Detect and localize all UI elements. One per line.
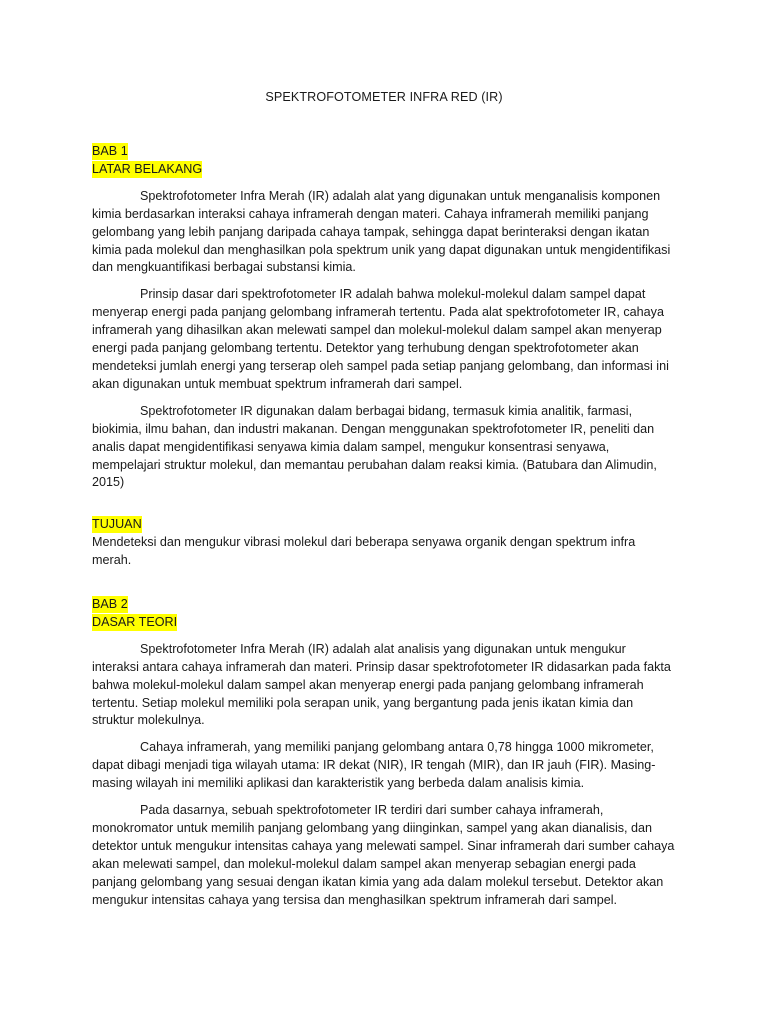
bab2-paragraph: Cahaya inframerah, yang memiliki panjang gelombang antara 0,78 hingga 1000 mikrometer, dapat dibagi menjadi tiga wilayah utama: IR dekat (NIR), IR tengah (MIR), dan IR jauh (FIR). Masing-masing wilayah ini memiliki aplikasi dan karakteristik yang berbeda dalam analisis kimia. [92,740,656,791]
tujuan-heading: TUJUAN [92,517,142,531]
bab1-paragraph: Spektrofotometer IR digunakan dalam berbagai bidang, termasuk kimia analitik, farmasi, biokimia, ilmu bahan, dan industri makanan. Dengan menggunakan spektrofotometer IR, peneliti dan analis dapat mengidentifikasi senyawa kimia dalam sampel, mengukur konsentrasi senyawa, mempelajari struktur molekul, dan memantau perubahan dalam reaksi kimia. (Batubara dan Alimudin, 2015) [92,403,657,490]
bab2-section [92,596,676,919]
bab1-paragraph: Prinsip dasar dari spektrofotometer IR adalah bahwa molekul-molekul dalam sampel dapat menyerap energi pada panjang gelombang inframerah tertentu. Pada alat spektrofotometer IR, cahaya inframerah yang dihasilkan akan melewati sampel dan molekul-molekul dalam sampel akan menyerap energi pada panjang gelombang tertentu. Detektor yang terhubung dengan spektrofotometer akan mendeteksi jumlah energi yang terserap oleh sampel pada setiap panjang gelombang, dan informasi ini akan digunakan untuk membuat spektrum inframerah dari sampel. [92,287,669,391]
tujuan-section [92,516,676,579]
bab2-chapter-label: BAB 2 [92,597,128,611]
bab1-chapter-label: BAB 1 [92,144,128,158]
bab1-section [92,143,676,501]
bab2-heading: DASAR TEORI [92,614,178,629]
bab2-paragraph: Spektrofotometer Infra Merah (IR) adalah alat analisis yang digunakan untuk mengukur interaksi antara cahaya inframerah dan materi. Prinsip dasar spektrofotometer IR didasarkan pada fakta bahwa molekul-molekul dalam sampel akan menyerap energi pada panjang gelombang inframerah tertentu. Setiap molekul memiliki pola serapan unik, yang bergantung pada jenis ikatan kimia dan struktur molekulnya. [92,641,671,728]
bab2-paragraph: Pada dasarnya, sebuah spektrofotometer IR terdiri dari sumber cahaya inframerah, monokromator untuk memilih panjang gelombang yang diinginkan, sampel yang akan dianalisis, dan detektor untuk mengukur intensitas cahaya yang melewati sampel. Sinar inframerah dari sumber cahaya akan melewati sampel, dan molekul-molekul dalam sampel akan menyerap sebagian energi pada panjang gelombang yang sesuai dengan ikatan kimia yang ada dalam molekul tersebut. Detektor akan mengukur intensitas cahaya yang tersisa dan menghasilkan spektrum inframerah dari sampel. [92,803,675,907]
tujuan-text: Mendeteksi dan mengukur vibrasi molekul dari beberapa senyawa organik dengan spektrum infra merah. [92,534,636,567]
bab1-heading: LATAR BELAKANG [92,161,203,176]
bab1-paragraph: Spektrofotometer Infra Merah (IR) adalah alat yang digunakan untuk menganalisis komponen kimia berdasarkan interaksi cahaya inframerah dengan materi. Cahaya inframerah memiliki panjang gelombang yang lebih panjang daripada cahaya tampak, sehingga dapat berinteraksi dengan ikatan kimia pada molekul dan menghasilkan pola spektrum unik yang dapat digunakan untuk mengidentifikasi dan mengkuantifikasi berbagai substansi kimia. [92,188,671,275]
document-title: SPEKTROFOTOMETER INFRA RED (IR) [265,90,503,104]
